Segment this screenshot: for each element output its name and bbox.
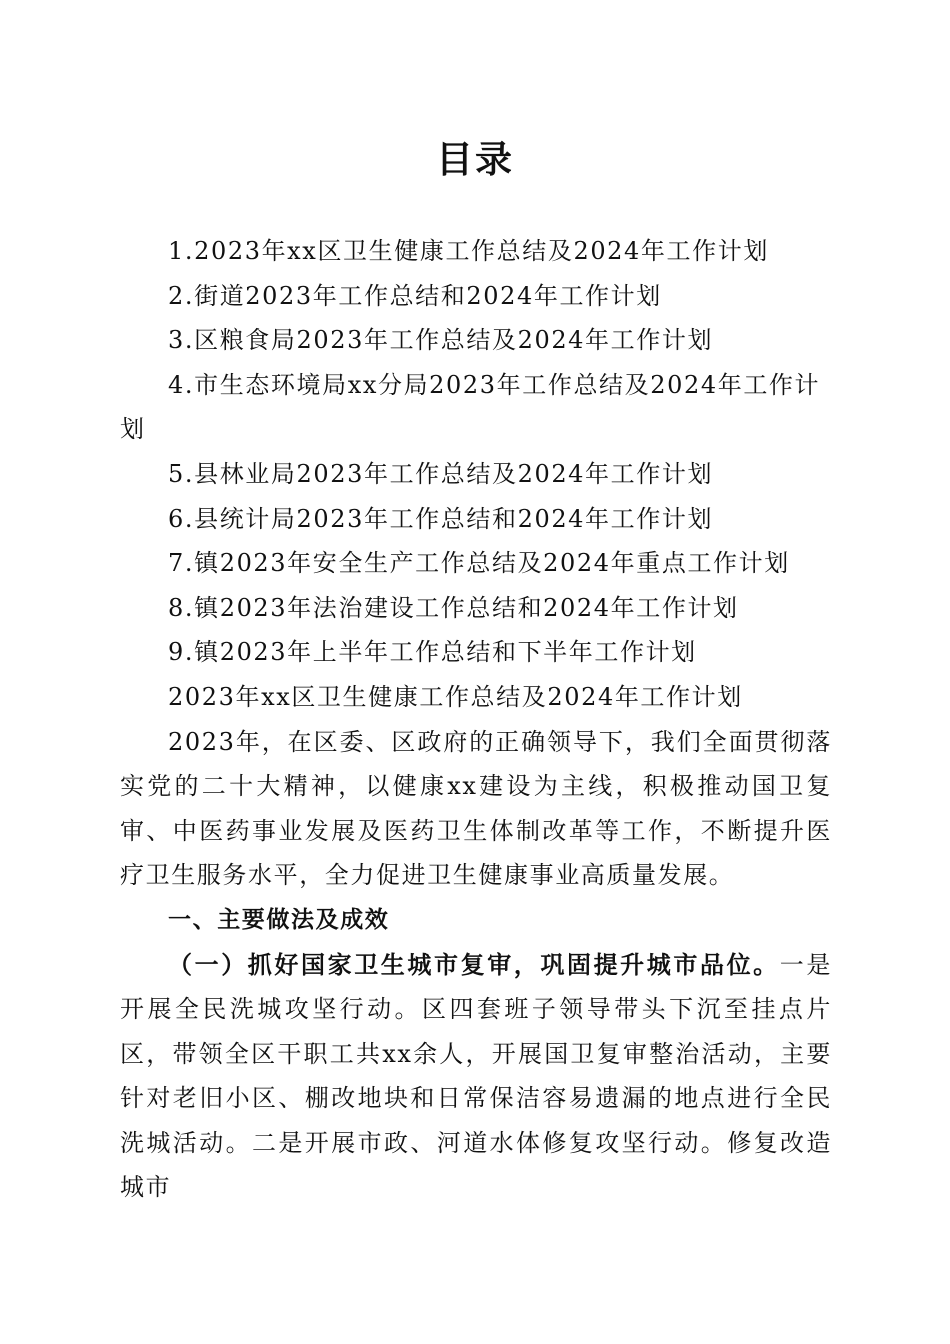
toc-item-7[interactable]: 7.镇2023年安全生产工作总结及2024年重点工作计划 (168, 549, 790, 578)
toc-item-2[interactable]: 2.街道2023年工作总结和2024年工作计划 (168, 281, 662, 310)
toc-item-8[interactable]: 8.镇2023年法治建设工作总结和2024年工作计划 (168, 593, 739, 622)
toc-item-6[interactable]: 6.县统计局2023年工作总结和2024年工作计划 (168, 504, 714, 533)
document-title: 2023年xx区卫生健康工作总结及2024年工作计划 (168, 682, 743, 711)
toc-item-9[interactable]: 9.镇2023年上半年工作总结和下半年工作计划 (168, 638, 697, 667)
toc-item-1[interactable]: 1.2023年xx区卫生健康工作总结及2024年工作计划 (168, 237, 769, 265)
subsection-body: 一是开展全民洗城攻坚行动。区四套班子领导带头下沉至挂点片区，带领全区干职工共xx余人，开展国卫复审整治活动，主要针对老旧小区、棚改地块和日常保洁容易遗漏的地点进行全民洗城活动。二是开展市政、河道水体修复攻坚行动。修复改造城市 (120, 950, 832, 1202)
intro-paragraph: 2023年，在区委、区政府的正确领导下，我们全面贯彻落实党的二十大精神，以健康xx建设为主线，积极推动国卫复审、中医药事业发展及医药卫生体制改革等工作，不断提升医疗卫生服务水平，全力促进卫生健康事业高质量发展。 (120, 727, 832, 890)
document-body (120, 229, 832, 1210)
toc-item-3[interactable]: 3.区粮食局2023年工作总结及2024年工作计划 (168, 326, 714, 355)
toc-item-5[interactable]: 5.县林业局2023年工作总结及2024年工作计划 (168, 459, 714, 488)
toc-item-4[interactable]: 4.市生态环境局xx分局2023年工作总结及2024年工作计划 (120, 370, 821, 444)
subsection-paragraph (120, 943, 832, 1211)
page-title: 目录 (436, 138, 514, 181)
subsection-lead: （一）抓好国家卫生城市复审，巩固提升城市品位。 (168, 949, 780, 979)
table-of-contents (120, 229, 832, 675)
section-heading: 一、主要做法及成效 (168, 906, 390, 933)
